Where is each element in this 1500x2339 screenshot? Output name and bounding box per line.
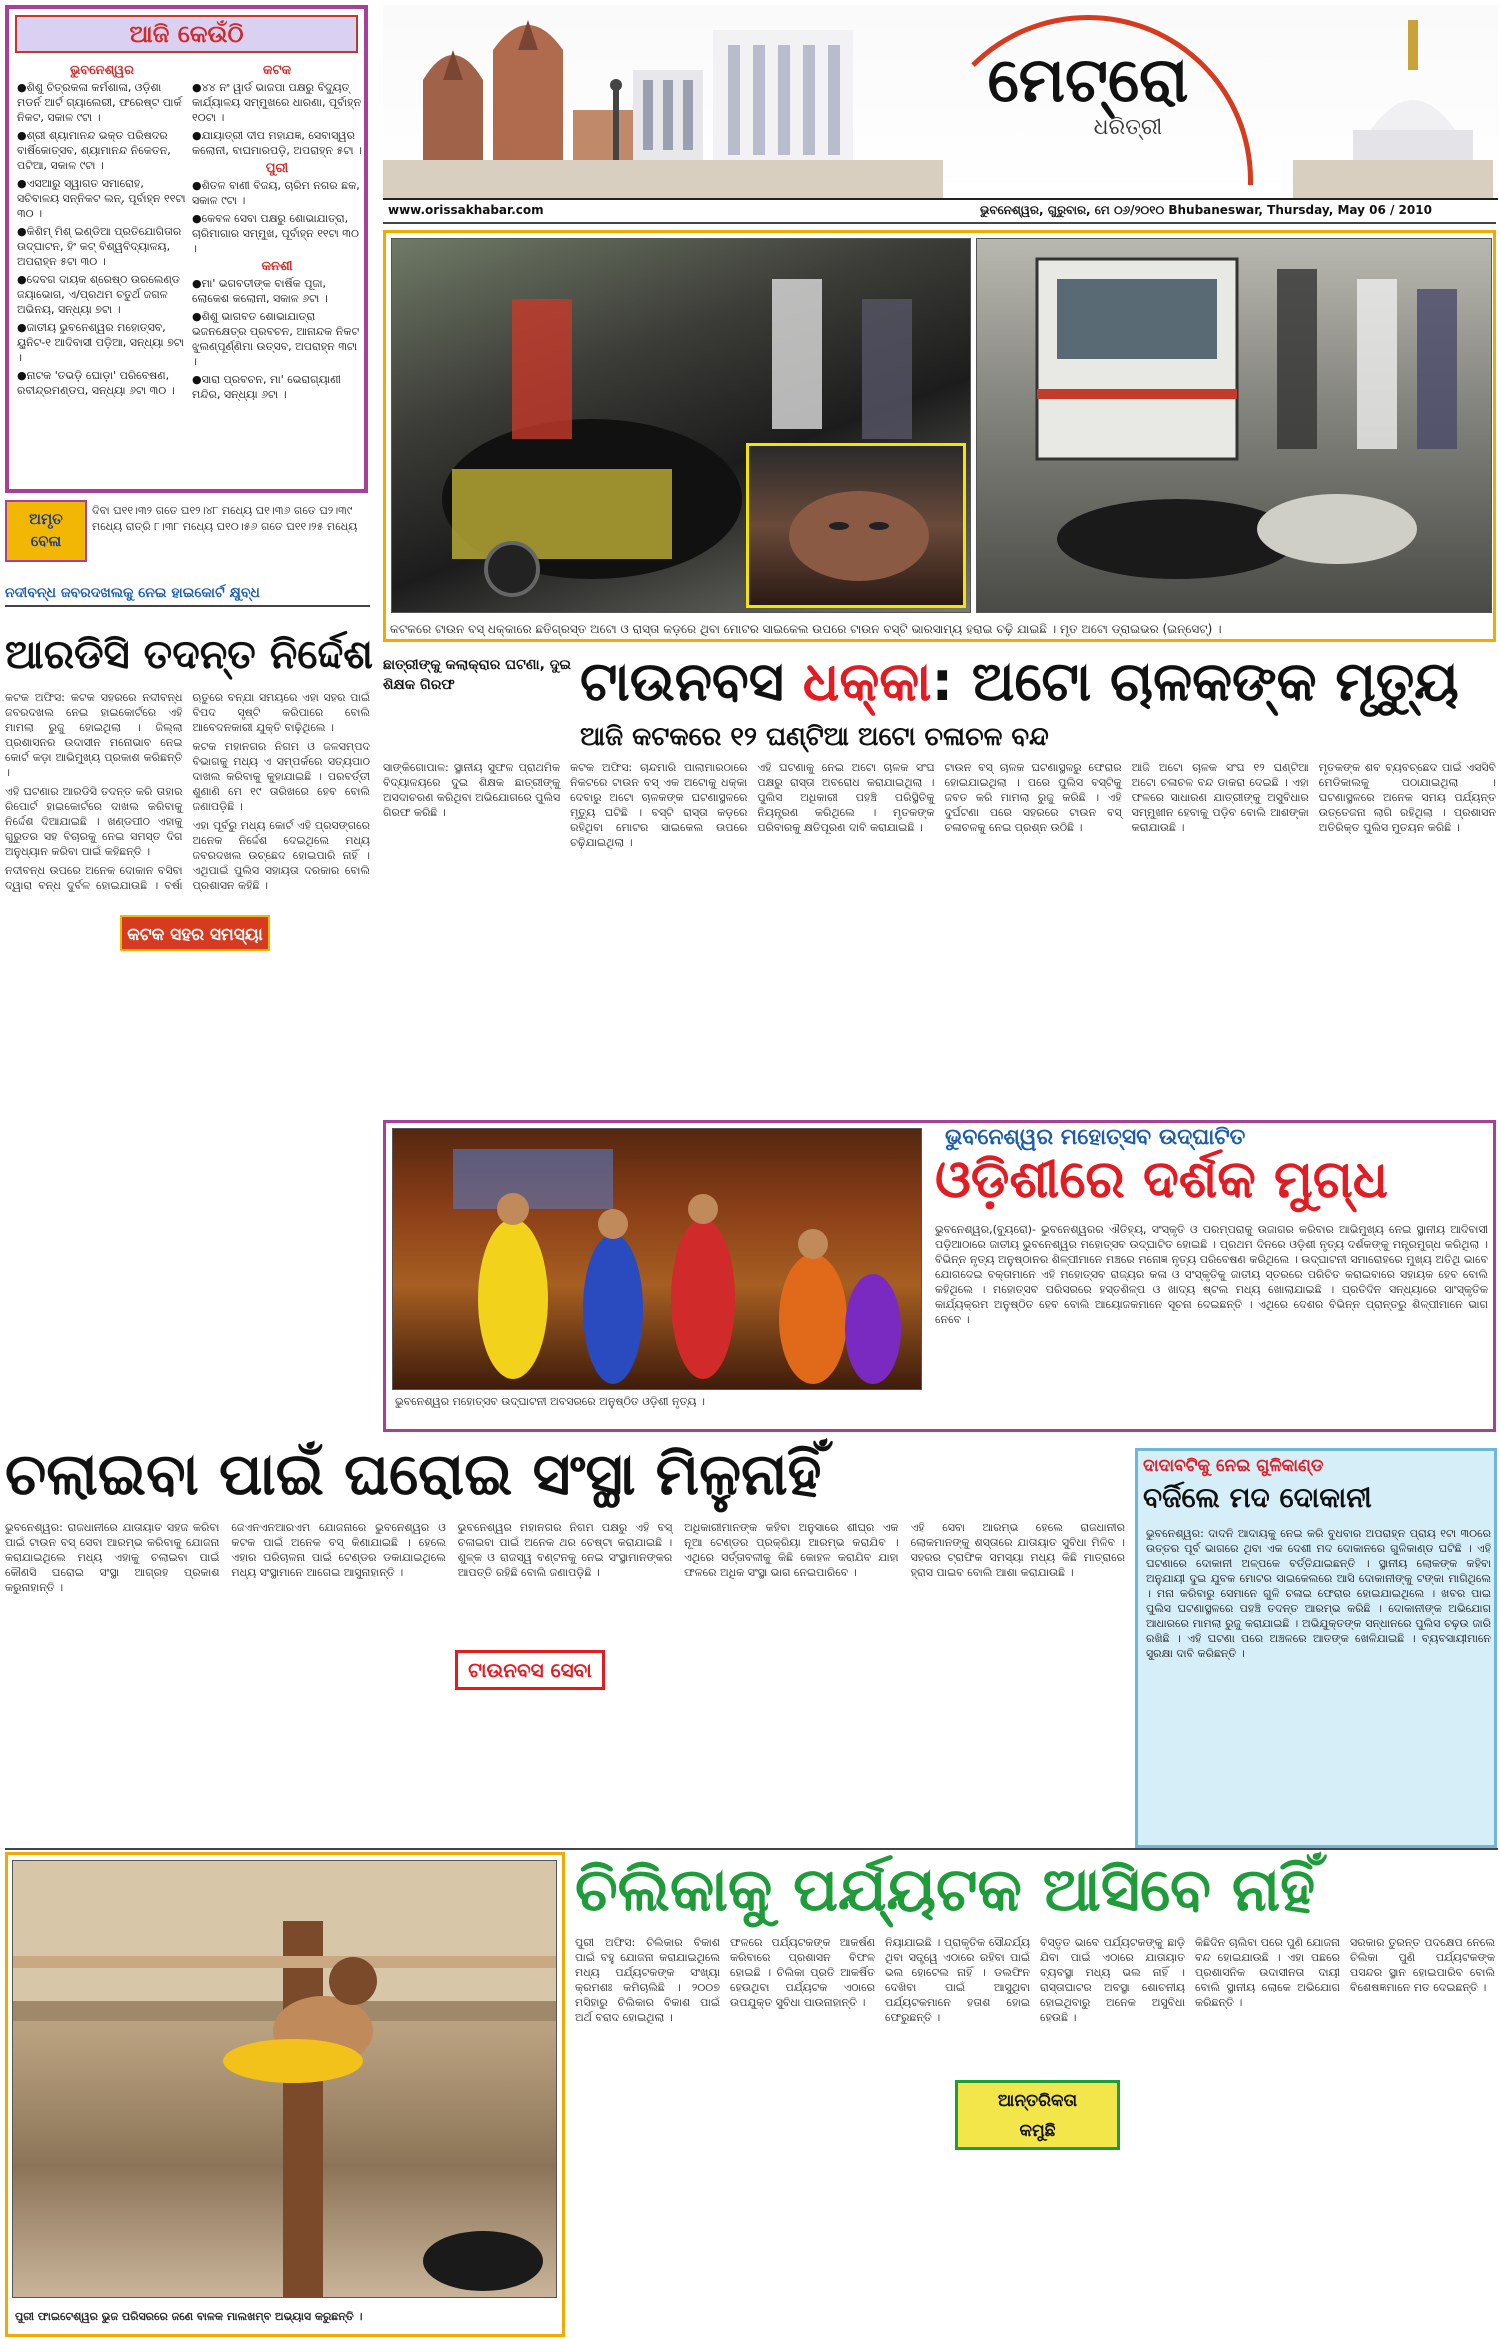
townbus-subheadline: ଆଜି କଟକରେ ୧୨ ଘଣ୍ଟିଆ ଅଟୋ ଚଳାଚଳ ବନ୍ଦ (580, 722, 1049, 752)
townbus-headline-part1: ଟାଉନବସ (580, 650, 803, 713)
article-paragraph: ମୃତକଙ୍କ ଶବ ବ୍ୟବଚ୍ଛେଦ ପାଇଁ ଏସସିବି ମେଡିକାଲକୁ ପଠାଯାଇଥିଲା । ଘଟଣାସ୍ଥଳରେ ଅନେକ ସମୟ ପର୍ଯ୍ୟନ୍ତ ଉତ୍ତେଜନା ଲାଗି ରହିଥିଲା । ପ୍ରଶାସନ ଅତିରିକ୍ତ ପୁଲିସ ମୁତୟନ କରିଛି । (1318, 761, 1496, 834)
site-url[interactable]: www.orissakhabar.com (388, 203, 544, 217)
event-item: ●ଏସଆରୁ ସ୍ୱାଗତ ସମାରୋହ, ସଚିବାଳୟ ସନ୍ନିକଟ ଲନ୍, ପୂର୍ବାହ୍ନ ୧୧ଟା ୩୦ । (17, 177, 186, 220)
section-divider (5, 1848, 1498, 1850)
teacher-arrest-kicker: ଛାତ୍ରୀଙ୍କୁ କଲାକ୍ରାର ଘଟଣା, ଦୁଇ ଶିକ୍ଷକ ଗିରଫ (383, 657, 572, 693)
logo-main-text: ମେଟ୍ରୋ (987, 43, 1189, 116)
private-agency-headline: ଚଲାଇବା ପାଇଁ ଘରୋଇ ସଂସ୍ଥା ମିଳୁନାହିଁ (5, 1440, 822, 1508)
event-item: ●ଯାୟାତ୍ରୀ ଦୀପ ମହାଯଜ୍ଞ, ସେବାସ୍ୱର କଲୋନୀ, ବାଘମାରପଡ଼ି, ଅପରାହ୍ନ ୫ଟା । (192, 129, 362, 157)
townbus-service-badge: ଟାଉନବସ ସେବା (455, 1650, 605, 1690)
article-paragraph: ଏହି ସେବା ଆରମ୍ଭ ହେଲେ ରାଜଧାନୀର ଲୋକମାନଙ୍କୁ ଶସ୍ତାରେ ଯାତାୟାତ ସୁବିଧା ମିଳିବ । ସହରର ଟ୍ରାଫିକ ସମସ୍ୟା ମଧ୍ୟ କିଛି ମାତ୍ରାରେ ହ୍ରାସ ପାଇବ ବୋଲି ଆଶା କରାଯାଉଛି । (910, 1521, 1125, 1579)
odissi-dance-photo (392, 1128, 922, 1390)
article-paragraph: ସାଙ୍କିଗୋପାଳ: ସ୍ଥାନୀୟ ସୁଫଳ ପ୍ରାଥମିକ ବିଦ୍ୟାଳୟରେ ଦୁଇ ଶିକ୍ଷକ ଛାତ୍ରୀଙ୍କୁ ଅସଦାଚରଣ କରିଥିବା ଅଭିଯୋଗରେ ପୁଲିସ ଗିରଫ କରିଛି । (383, 761, 561, 819)
festival-article-body: ଭୁବନେଶ୍ୱର,(ବ୍ୟୁରୋ)- ଭୁବନେଶ୍ୱରର ଐତିହ୍ୟ, ସଂସ୍କୃତି ଓ ପରମ୍ପରାକୁ ଉଜାଗର କରିବାର ଆଭିମୁଖ୍ୟ ନେଇ ସ୍ଥାନୀୟ ଆଦିବାସୀ ପଡ଼ିଆଠାରେ ଜାତୀୟ ଭୁବନେଶ୍ୱର ମହୋତ୍ସବ ଉଦ୍‌ଘାଟିତ ହୋଇଛି । ପ୍ରଥମ ଦିନରେ ଓଡ଼ିଶୀ ନୃତ୍ୟ ଦର୍ଶକଙ୍କୁ ମନ୍ତ୍ରମୁଗ୍ଧ କରିଥିଲା । ବିଭିନ୍ନ ନୃତ୍ୟ ଅନୁଷ୍ଠାନର ଶିଳ୍ପୀମାନେ ମଞ୍ଚରେ ମନୋଜ୍ଞ ନୃତ୍ୟ ପରିବେଷଣ କରିଥିଲେ । ଉଦ୍‌ଘାଟନୀ ସମାରୋହରେ ମୁଖ୍ୟ ଅତିଥି ଭାବେ ଯୋଗଦେଇ ବକ୍ତାମାନେ ଏହି ମହୋତ୍ସବ ରାଜ୍ୟର କଳା ଓ ସଂସ୍କୃତିକୁ ଜାତୀୟ ସ୍ତରରେ ପରିଚିତ କରାଇବାରେ ସହାୟକ ହେବ ବୋଲି କହିଥିଲେ । ମହୋତ୍ସବ ପରିସରରେ ହସ୍ତଶିଳ୍ପ ଓ ଖାଦ୍ୟ ଷ୍ଟଲ ମଧ୍ୟ ଖୋଲାଯାଇଛି । ପ୍ରତିଦିନ ସନ୍ଧ୍ୟାରେ ସାଂସ୍କୃତିକ କାର୍ଯ୍ୟକ୍ରମ ଅନୁଷ୍ଠିତ ହେବ ବୋଲି ଆୟୋଜକମାନେ ସୂଚନା ଦେଇଛନ୍ତି । ଏଥିରେ ଦେଶର ବିଭିନ୍ନ ପ୍ରାନ୍ତରୁ ଶିଳ୍ପୀମାନେ ଭାଗ ନେବେ । (935, 1223, 1488, 1326)
chilika-headline: ଚିଲିକାକୁ ପର୍ଯ୍ୟଟକ ଆସିବେ ନାହିଁ (575, 1855, 1316, 1925)
article-paragraph: ବିସ୍ତୃତ ଭାବେ ପର୍ଯ୍ୟଟକଙ୍କୁ ଛାଡ଼ି ଯିବା ପାଇଁ ଏଠାରେ ଯାତାୟାତ ବ୍ୟବସ୍ଥା ମଧ୍ୟ ଭଲ ନାହିଁ । ରାସ୍ତାଘାଟର ଅବସ୍ଥା ଶୋଚନୀୟ ହୋଇଥିବାରୁ ଅନେକ ଅସୁବିଧା ହେଉଛି । (1040, 1936, 1185, 2024)
event-item: ●୪୪ ନଂ ୱାର୍ଡ ଭାଜପା ପକ୍ଷରୁ ବିଦ୍ୟୁତ୍ କାର୍ଯ୍ୟାଳୟ ସମ୍ମୁଖରେ ଧାରଣା, ପୂର୍ବାହ୍ନ ୧୦ଟା । (192, 81, 362, 124)
article-paragraph: ଆଜି ଅଟୋ ଚାଳକ ସଂଘ ୧୨ ଘଣ୍ଟିଆ ଅଟୋ ଚଳାଚଳ ବନ୍ଦ ଡାକରା ଦେଇଛି । ଏହା ଫଳରେ ସାଧାରଣ ଯାତ୍ରୀଙ୍କୁ ଅସୁବିଧାର ସମ୍ମୁଖୀନ ହେବାକୁ ପଡ଼ିବ ବୋଲି ଆଶଙ୍କା କରାଯାଉଛି । (1131, 761, 1309, 834)
article-paragraph: ଏହି ଘଟଣାର ଆରଡିସି ତଦନ୍ତ କରି ତାହାର ରିପୋର୍ଟ ହାଇକୋର୍ଟରେ ଦାଖଲ କରିବାକୁ ନିର୍ଦ୍ଦେଶ ଦିଆଯାଇଛି । ଖଣ୍ଡପୀଠ ଏହାକୁ ଗୁରୁତର ସହ ବିଚାରକୁ ନେଇ ସମସ୍ତ ଦିଗ ଅନୁଧ୍ୟାନ କରିବା ପାଇଁ କହିଛନ୍ତି । (5, 785, 183, 858)
liquor-article-body: ଭୁବନେଶ୍ୱର: ଦାଦନି ଆଦାୟକୁ ନେଇ କରି ବୁଧବାର ଅପରାହ୍ନ ପ୍ରାୟ ୧ଟା ୩୦ରେ ଉତ୍ତର ପୂର୍ବ ଭାଗରେ ଥିବା ଏକ ଦେଶୀ ମଦ ଦୋକାନରେ ଗୁଳିକାଣ୍ଡ ଘଟିଛି । ଏହି ଘଟଣାରେ ଦୋକାନୀ ଅଳ୍ପକେ ବର୍ତ୍ତିଯାଇଛନ୍ତି । ସ୍ଥାନୀୟ ଲୋକଙ୍କ କହିବା ଅନୁଯାୟୀ ଦୁଇ ଯୁବକ ମୋଟର ସାଇକେଲରେ ଆସି ଦୋକାନୀଙ୍କୁ ଟଙ୍କା ମାଗିଥିଲେ । ମନା କରିବାରୁ ସେମାନେ ଗୁଳି ଚଳାଇ ଫେରାର ହୋଇଯାଇଥିଲେ । ଖବର ପାଇ ପୁଲିସ ଘଟଣାସ୍ଥଳରେ ପହଞ୍ଚି ତଦନ୍ତ ଆରମ୍ଭ କରିଛି । ଦୋକାନୀଙ୍କ ଅଭିଯୋଗ ଆଧାରରେ ମାମଲା ରୁଜୁ କରାଯାଇଛି । ଅଭିଯୁକ୍ତଙ୍କ ସନ୍ଧାନରେ ପୁଲିସ ଚଢ଼ଉ ଜାରି ରଖିଛି । ଏହି ଘଟଣା ପରେ ଅଞ୍ଚଳରେ ଆତଙ୍କ ଖେଳିଯାଇଛି । ବ୍ୟବସାୟୀମାନେ ସୁରକ୍ଷା ଦାବି କରିଛନ୍ତି । (1146, 1527, 1491, 1660)
badge-line2: କମୁଛି (1019, 2121, 1056, 2141)
rdc-article-body (5, 690, 370, 1430)
mallakhamb-photo (12, 1860, 557, 2298)
events-box (5, 5, 368, 493)
townbus-headline-part2: : ଅଟୋ ଚାଳକଙ୍କ ମୃତ୍ୟୁ (931, 650, 1459, 713)
article-paragraph: ପୁରୀ ଅଫିସ: ଚିଲିକାର ବିକାଶ ପାଇଁ ବହୁ ଯୋଜନା କରାଯାଇଥିଲେ ମଧ୍ୟ ପର୍ଯ୍ୟଟକଙ୍କ ସଂଖ୍ୟା କ୍ରମଶଃ କମିଚାଲିଛି । ୨୦୦୭ ମସିହାରୁ ଚିଲିକାର ବିକାଶ ପାଇଁ ଅର୍ଥ ବରାଦ ହୋଇଥିଲା । (575, 1936, 720, 2024)
events-title: ଆଜି କେଉଁଠି (15, 15, 358, 53)
event-item: ●ଦେବଗ ଦାୟକ ଶ୍ରେଷ୍ଠ ଉରଲେଣ୍ଡ ଜୟାଭୋଗ, ଏ/ପ୍ରଥମ ଚତୁର୍ଥ ଜଗଳ ଅଭିନୟ, ସନ୍ଧ୍ୟା ୭ଟା । (17, 273, 180, 316)
festival-kicker: ଭୁବନେଶ୍ୱର ମହୋତ୍ସବ ଉଦ୍‌ଘାଟିତ (945, 1125, 1246, 1150)
article-paragraph: ଏହା ପୂର୍ବରୁ ମଧ୍ୟ କୋର୍ଟ ଏହି ପ୍ରସଙ୍ଗରେ ଅନେକ ନିର୍ଦ୍ଦେଶ ଦେଇଥିଲେ ମଧ୍ୟ ଜବରଦଖଲ ଉଚ୍ଛେଦ ହୋଇପାରି ନାହିଁ । ଏଥିପାଇଁ ପୁଲିସ ସହାୟତା ଦରକାର ବୋଲି ପ୍ରଶାସନ କହିଛି । (192, 819, 370, 892)
event-item: ●ଜାତୀୟ ଭୁବନେଶ୍ୱର ମହୋତ୍ସବ, ୟୁନିଟ-୧ ଆଦିବାସୀ ପଡ଼ିଆ, ସନ୍ଧ୍ୟା ୭ଟା । (17, 321, 184, 364)
liquor-shop-story-box (1135, 1448, 1497, 1848)
mallakhamb-illustration (13, 1861, 557, 2298)
event-item: ●ମା' ଭଗବତୀଙ୍କ ବାର୍ଷିକ ପୂଜା, ଲୋକେଶ କଲୋନୀ, ସକାଳ ୬ଟା । (192, 277, 328, 305)
rdc-kicker-rule (5, 605, 370, 607)
townbus-headline (580, 650, 1495, 714)
amrit-label-line2: ବେଳା (30, 532, 62, 550)
event-item: ●କେବଳ ସେବା ପକ୍ଷରୁ ଶୋଭାଯାତ୍ରା, ଚାରିମାଗାର ସମ୍ମୁଖ, ପୂର୍ବାହ୍ନ ୧୧ଟା ୩୦ । (192, 212, 359, 255)
amrit-bela-text: ଦିବା ଘ୧୧।୩୨ ଗତେ ଘ୧୨।୪୮ ମଧ୍ୟେ ଘ୧।୩୬ ଗତେ ଘ୨।୩୯ ମଧ୍ୟେ ରାତ୍ରି ୮।୩୮ ମଧ୍ୟେ ଘ୧୦।୫୬ ଗତେ ଘ୧୧।୨୫ ମଧ୍ୟେ (92, 504, 358, 533)
accident-photo-frame (383, 230, 1496, 642)
amrit-bela-label (5, 500, 87, 562)
article-paragraph: ଏହି ଘଟଣାକୁ ନେଇ ଅଟୋ ଚାଳକ ସଂଘ ପକ୍ଷରୁ ରାସ୍ତା ଅବରୋଧ କରାଯାଇଥିଲା । ପୁଲିସ ଅଧିକାରୀ ପହଞ୍ଚି ପରିସ୍ଥିତିକୁ ନିୟନ୍ତ୍ରଣ କରିଥିଲେ । ମୃତକଙ୍କ ପରିବାରକୁ କ୍ଷତିପୂରଣ ଦାବି କରାଯାଇଛି । (757, 761, 935, 834)
accident-inset-photo (746, 443, 966, 608)
event-item: ●ନାଟକ 'ତଭଡ଼ି ଘୋଡ଼ା' ପରିବେଷଣ, ରବୀନ୍ଦ୍ରମଣ୍ଡପ, ସନ୍ଧ୍ୟା ୬ଟା ୩୦ । (17, 369, 175, 397)
temple-skyline-illustration (383, 10, 943, 200)
liquor-kicker: ଦାଦାବଟିକୁ ନେଇ ଗୁଳିକାଣ୍ଡ (1143, 1456, 1324, 1476)
events-city-heading: କନଶୀ (261, 259, 293, 274)
event-item: ●ଶିଶୁ ଭାଗବତ ଶୋଭାଯାତ୍ରା ଭଜନକ୍ଷେତ୍ର ପ୍ରବଚନ, ଆନାନ୍ଦକ ନିକଟ ଝୁଲଣ୍‌ପୂର୍ଣ୍ଣିମା ଉତ୍ସବ, ଅପରାହ୍ନ ୩ଟା । (192, 310, 360, 368)
sincerity-declining-badge (955, 2080, 1120, 2150)
rdc-headline: ଆରଡିସି ତଦନ୍ତ ନିର୍ଦ୍ଦେଶ (5, 632, 374, 678)
article-paragraph: ଭୁବନେଶ୍ୱର ମହାନଗର ନିଗମ ପକ୍ଷରୁ ଏହି ବସ୍ ଚଳାଇବା ପାଇଁ ଅନେକ ଥର ଚେଷ୍ଟା କରାଯାଇଛି । ଶୁଳ୍କ ଓ ରାଜସ୍ୱ ବଣ୍ଟନକୁ ନେଇ ସଂସ୍ଥାମାନଙ୍କର ଆପତ୍ତି ରହିଛି ବୋଲି ଜଣାପଡ଼ିଛି । (457, 1521, 673, 1579)
badge-line1: ଆନ୍ତରିକତା (997, 2091, 1078, 2111)
events-city-heading: କଟକ (262, 63, 292, 78)
dateline: ଭୁବନେଶ୍ୱର, ଗୁରୁବାର, ମେ ୦୬/୨୦୧୦ Bhubaneswar, Thursday, May 06 / 2010 (980, 203, 1432, 217)
article-paragraph: କଟକ ଅଫିସ: କଟକ ସହରରେ ନଦୀବନ୍ଧ ଜବରଦଖଲ ନେଇ ହାଇକୋର୍ଟରେ ଏହି ମାମଲା ରୁଜୁ ହୋଇଥିଲା । ଜିଲ୍ଲା ପ୍ରଶାସନର ଉଦାସୀନ ମନୋଭାବ ନେଇ କୋର୍ଟ କଡ଼ା ଆଭିମୁଖ୍ୟ ପ୍ରକାଶ କରିଛନ୍ତି । (5, 691, 183, 779)
newspaper-logo (953, 45, 1223, 140)
mallakhamb-photo-caption: ପୁରୀ ଫାଇଟେଶ୍ୱର ଭୁଜ ପରିସରରେ ଜଣେ ବାଳକ ମାଲଖମ୍ବ ଅଭ୍ୟାସ କରୁଛନ୍ତି । (15, 2310, 363, 2323)
bus-on-bikes-illustration (977, 239, 1492, 613)
festival-headline: ଓଡ଼ିଶୀରେ ଦର୍ଶକ ମୁଗ୍ଧ (935, 1150, 1388, 1210)
liquor-headline: ବର୍ଜିଲେ ମଦ ଦୋକାନୀ (1143, 1481, 1372, 1514)
event-item: ●ସାରା ପ୍ରବଚନ, ମା' ଭେରାଗ୍ୟାଣୀ ମନ୍ଦିର, ସନ୍ଧ୍ୟା ୬ଟା । (192, 373, 341, 401)
article-paragraph: କଟକ ମହାନଗର ନିଗମ ଓ ଜଳସମ୍ପଦ ବିଭାଗକୁ ମଧ୍ୟ ଏ ସମ୍ପର୍କରେ ସତ୍ୟପାଠ ଦାଖଲ କରିବାକୁ କୁହାଯାଇଛି । ପରବର୍ତ୍ତୀ ଶୁଣାଣି ମେ ୧୯ ତାରିଖରେ ହେବ ବୋଲି ଜଣାପଡ଼ିଛି । (192, 740, 370, 813)
amrit-label-line1: ଅମୃତ (29, 510, 63, 528)
townbus-article-body (383, 760, 1496, 1115)
stupa-illustration (1293, 10, 1493, 200)
event-item: ●ଶିତଳ ବାଣୀ ବିଜୟ, ଚାରିମ ନଗର ଛକ, ସକାଳ ୯ଟା । (192, 179, 360, 207)
logo-sub-text: ଧରିତ୍ରୀ (1093, 115, 1163, 140)
festival-photo-caption: ଭୁବନେଶ୍ୱର ମହୋତ୍ସବ ଉଦ୍‌ଘାଟନୀ ଅବସରରେ ଅନୁଷ୍ଠିତ ଓଡ଼ିଶୀ ନୃତ୍ୟ । (395, 1395, 705, 1408)
cuttack-city-issue-badge: କଟକ ସହର ସମସ୍ୟା (120, 915, 270, 951)
article-paragraph: ଅଧିକାରୀମାନଙ୍କ କହିବା ଅନୁସାରେ ଶୀଘ୍ର ଏକ ନୂଆ ଟେଣ୍ଡର ପ୍ରକ୍ରିୟା ଆରମ୍ଭ କରାଯିବ । ଏଥିରେ ସର୍ତ୍ତାବଳୀକୁ କିଛି କୋହଳ କରାଯିବ ଯାହା ଫଳରେ ଅଧିକ ସଂସ୍ଥା ଭାଗ ନେଇପାରିବେ । (684, 1521, 899, 1579)
masthead (383, 5, 1498, 200)
event-item: ●କିଶିମ୍ ମିଶ୍ ଇଣ୍ଡିଆ ପ୍ରତିଯୋଗିତାର ଉଦ୍‌ଘାଟନ, ହିଂ କଟ୍ ବିଶ୍ୱବିଦ୍ୟାଳୟ, ଅପରାହ୍ନ ୫ଟା ୩୦ । (17, 225, 182, 268)
accident-photo-bus (976, 238, 1492, 613)
accident-photo-caption: କଟକରେ ଟାଉନ ବସ୍ ଧକ୍କାରେ ଛତିଗ୍ରସ୍ତ ଅଟୋ ଓ ରାସ୍ତା କଡ଼ରେ ଥିବା ମୋଟର ସାଇକେଲ ଉପରେ ଟାଉନ ବସ୍‌ଟି ଭାରସାମ୍ୟ ହରାଇ ଚଢ଼ି ଯାଇଛି । ମୃତ ଅଟୋ ଡ୍ରାଇଭର (ଇନ୍‌ସେଟ୍) । (390, 622, 1222, 636)
article-paragraph: ନିୟାଯାଇଛି । ପ୍ରାକୃତିକ ସୌନ୍ଦର୍ଯ୍ୟ ଥିବା ସତ୍ତ୍ୱେ ଏଠାରେ ରହିବା ପାଇଁ ଭଲ ହୋଟେଲ ନାହିଁ । ଡଲଫିନ ଦେଖିବା ପାଇଁ ଆସୁଥିବା ପର୍ଯ୍ୟଟକମାନେ ହତାଶ ହୋଇ ଫେରୁଛନ୍ତି । (885, 1936, 1030, 2024)
victim-face-illustration (749, 446, 966, 608)
townbus-headline-red: ଧକ୍କା (802, 650, 932, 713)
article-paragraph: ସରକାର ତୁରନ୍ତ ପଦକ୍ଷେପ ନେଲେ ଚିଲିକା ପୁଣି ପର୍ଯ୍ୟଟକଙ୍କ ପସନ୍ଦର ସ୍ଥାନ ହୋଇପାରିବ ବୋଲି ବିଶେଷଜ୍ଞମାନେ ମତ ଦେଇଛନ୍ତି । (1350, 1936, 1495, 1994)
events-city-heading: ପୁରୀ (265, 161, 289, 176)
rdc-kicker: ନଦୀବନ୍ଧ ଜବରଦଖଲକୁ ନେଇ ହାଇକୋର୍ଟ କ୍ଷୁବ୍ଧ (5, 585, 260, 601)
masthead-divider (383, 222, 1496, 224)
dancers-illustration (393, 1129, 922, 1390)
article-paragraph: ଟାଉନ ବସ୍ ଚାଳକ ଘଟଣାସ୍ଥଳରୁ ଫେରାର ହୋଇଯାଇଥିଲା । ପରେ ପୁଲିସ ବସ୍‌ଟିକୁ ଜବତ କରି ମାମଲା ରୁଜୁ କରିଛି । ଏହି ଦୁର୍ଘଟଣା ପରେ ସହରରେ ଟାଉନ ବସ୍ ଚଳାଚଳକୁ ନେଇ ପ୍ରଶ୍ନ ଉଠିଛି । (944, 761, 1122, 834)
article-paragraph: ଫଳରେ ପର୍ଯ୍ୟଟକଙ୍କ ଆକର୍ଷଣ କରିବାରେ ପ୍ରଶାସନ ବିଫଳ ହୋଇଛି । ଚିଲିକା ପ୍ରତି ଆକର୍ଷିତ ହେଉଥିବା ପର୍ଯ୍ୟଟକ ଏଠାରେ ଉପଯୁକ୍ତ ସୁବିଧା ପାଉନାହାନ୍ତି । (730, 1936, 875, 2009)
events-column-left (17, 61, 187, 401)
events-city-heading: ଭୁବନେଶ୍ୱର (70, 63, 134, 78)
article-paragraph: ଜେଏନଏନଆରଏମ ଯୋଜନାରେ ଭୁବନେଶ୍ୱର ଓ କଟକ ପାଇଁ ଅନେକ ବସ୍ କିଣାଯାଇଛି । ହେଲେ ଏହାର ପରିଚାଳନା ପାଇଁ ଟେଣ୍ଡର ଡକାଯାଇଥିଲେ ମଧ୍ୟ ସଂସ୍ଥାମାନେ ଆଗେଇ ଆସୁନାହାନ୍ତି । (231, 1521, 446, 1579)
event-item: ●ଶିଶୁ ଚିତ୍ରକଳା କର୍ମଶାଳା, ଓଡ଼ିଶା ମଡର୍ନ ଆର୍ଟ ଗ୍ୟାଲେରୀ, ଫରେଷ୍ଟ ପାର୍କ ନିକଟ, ସକାଳ ୯ଟା । (17, 81, 182, 124)
article-paragraph: ନଦୀବନ୍ଧ ଉପରେ ଅନେକ ଦୋକାନ ବସିବା ଦ୍ୱାରା ବନ୍ଧ ଦୁର୍ବଳ ହୋଇଯାଉଛି । ବର୍ଷା ଋତୁରେ ବନ୍ଯା ସମୟରେ ଏହା ସହର ପାଇଁ ବିପଦ ସୃଷ୍ଟି କରିପାରେ ବୋଲି ଆବେଦନକାରୀ ଯୁକ୍ତି ବାଢ଼ିଥିଲେ । (5, 691, 370, 892)
event-item: ●ଶ୍ରୀ ଶ୍ୟାମାନନ୍ଦ ଭକ୍ତ ପରିଷଦର ବାର୍ଷିକୋତ୍ସବ, ଶ୍ୟାମାନନ୍ଦ ନିକେତନ, ପଟିଆ, ସକାଳ ୯ଟା । (17, 129, 171, 172)
article-paragraph: କଟକ ଅଫିସ: ଚାନ୍ଦମାରି ପାଲାମାରଠାରେ ନିକଟରେ ଟାଉନ ବସ୍ ଏକ ଅଟୋକୁ ଧକ୍କା ଦେବାରୁ ଅଟୋ ଚାଳକଙ୍କ ଘଟଣାସ୍ଥଳରେ ମୃତ୍ୟୁ ଘଟିଛି । ବସ୍‌ଟି ରାସ୍ତା କଡ଼ରେ ରହିଥିବା ମୋଟର ସାଇକେଲ ଉପରେ ଚଢ଼ିଯାଇଥିଲା । (570, 761, 748, 849)
article-paragraph: ଭୁବନେଶ୍ୱର: ରାଜଧାନୀରେ ଯାତାୟାତ ସହଜ କରିବା ପାଇଁ ଟାଉନ ବସ୍ ସେବା ଆରମ୍ଭ କରିବାକୁ ଯୋଜନା କରାଯାଇଥିଲେ ମଧ୍ୟ ଏହାକୁ ଚଲାଇବା ପାଇଁ କୌଣସି ଘରୋଇ ସଂସ୍ଥା ଆଗ୍ରହ ପ୍ରକାଶ କରୁନାହାନ୍ତି । (5, 1521, 220, 1594)
article-paragraph: କିଛିଦିନ ଚାଲିବା ପରେ ପୁଣି ଯୋଜନା ବନ୍ଦ ହୋଇଯାଉଛି । ଏହା ପଛରେ ପ୍ରଶାସନିକ ଉଦାସୀନତା ଦାୟୀ ବୋଲି ସ୍ଥାନୀୟ ଲୋକେ ଅଭିଯୋଗ କରିଛନ୍ତି । (1195, 1936, 1340, 2009)
events-column-right (192, 61, 362, 405)
